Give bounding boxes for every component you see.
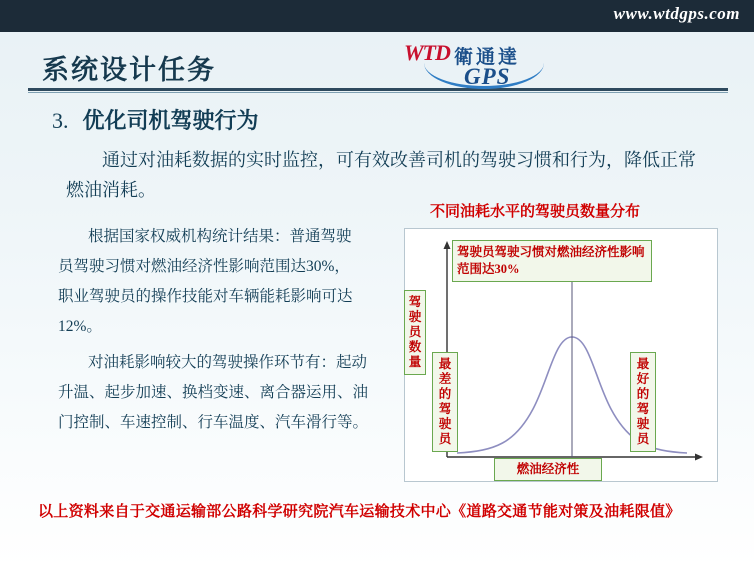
section-number: 3. [52, 108, 69, 133]
section-heading-text: 优化司机驾驶行为 [82, 108, 259, 133]
title-divider [28, 88, 728, 91]
logo-chinese-text: 衛通達 [454, 47, 521, 68]
logo-wtd-text: WTD [404, 40, 450, 65]
statistics-paragraph: 根据国家权威机构统计结果：普通驾驶员驾驶习惯对燃油经济性影响范围达30%，职业驾驶员的操作技能对车辆能耗影响可达12%。 [58, 228, 353, 335]
intro-paragraph: 通过对油耗数据的实时监控，可有效改善司机的驾驶习惯和行为，降低正常燃油消耗。 [66, 150, 696, 200]
page-title: 系统设计任务 [42, 55, 216, 85]
title-divider-secondary [28, 92, 728, 93]
company-logo [404, 40, 554, 92]
chart-title: 不同油耗水平的驾驶员数量分布 [430, 204, 641, 220]
driving-operations-paragraph: 对油耗影响较大的驾驶操作环节有：起动升温、起步加速、换档变速、离合器运用、油门控制、车速控制、行车温度、汽车滑行等。 [58, 354, 369, 431]
chart-x-axis-label: 燃油经济性 [494, 458, 602, 481]
source-footnote: 以上资料来自于交通运输部公路科学研究院汽车运输技术中心《道路交通节能对策及油耗限值》 [38, 504, 681, 520]
section-heading [52, 104, 259, 135]
chart-y-axis-label: 驾驶员数量 [404, 290, 426, 375]
chart-annotation-worst-driver: 最差的驾驶员 [432, 352, 458, 452]
website-url: www.wtdgps.com [613, 4, 740, 23]
chart-callout: 驾驶员驾驶习惯对燃油经济性影响范围达30% [452, 240, 652, 282]
top-bar [0, 0, 754, 32]
logo-gps-text: GPS [464, 64, 511, 89]
chart-annotation-best-driver: 最好的驾驶员 [630, 352, 656, 452]
